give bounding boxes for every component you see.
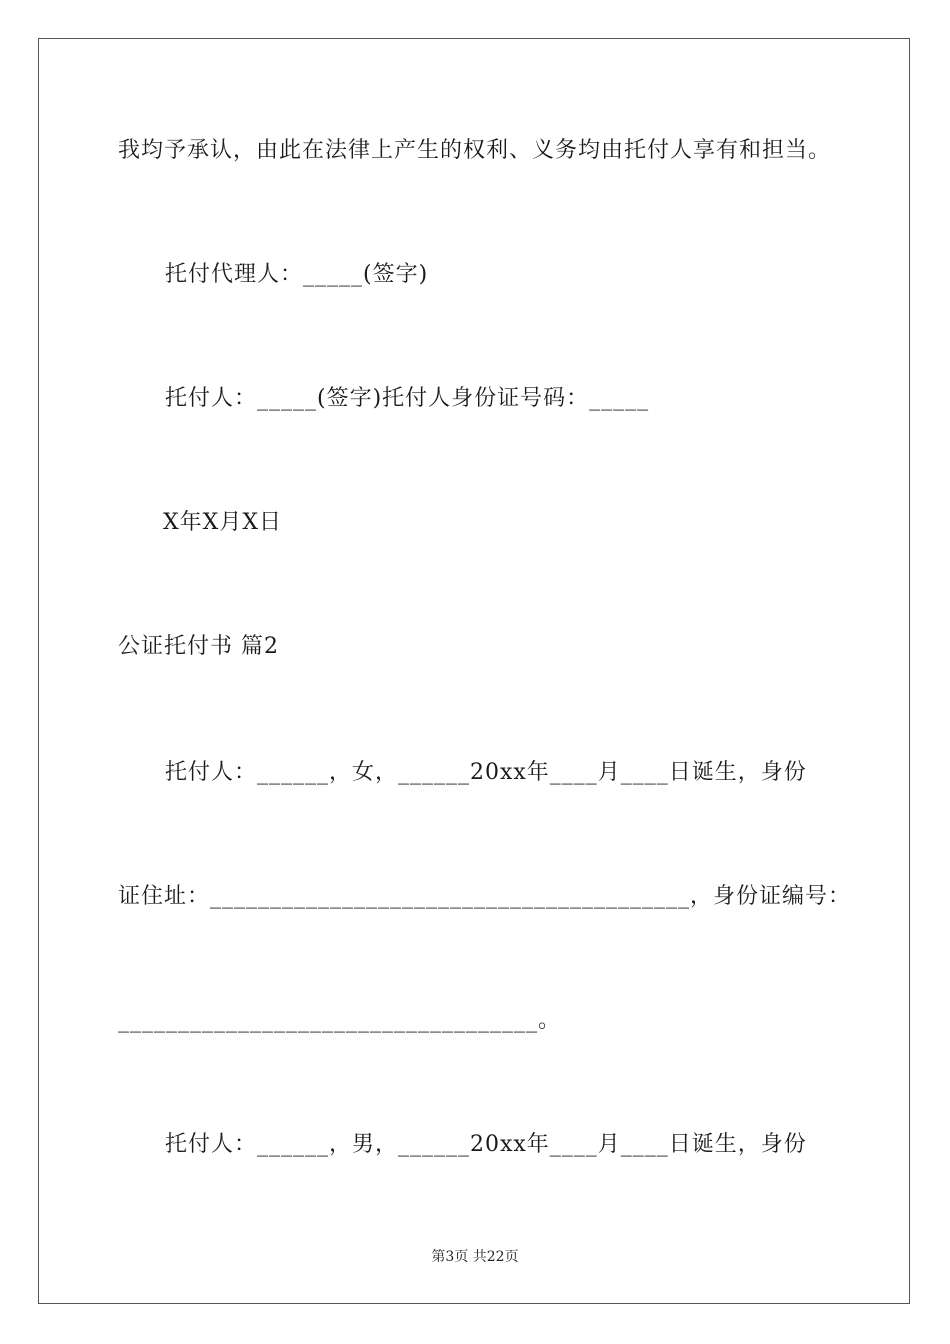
address-id-line: 证住址：________________________________________，身份证编号： [118,884,852,909]
page-footer: 第3页 共22页 [431,1249,519,1265]
page-border [38,38,910,1304]
id-number-line: ___________________________________。 [118,1008,562,1033]
date-line: X年X月X日 [163,510,282,535]
principal-male-line: 托付人：______，男，______20xx年____月____日诞生，身份 [165,1132,807,1157]
section-heading: 公证托付书 篇2 [118,634,279,659]
principal-signature-line: 托付人：_____(签字)托付人身份证号码：_____ [165,386,650,411]
principal-female-line: 托付人：______，女，______20xx年____月____日诞生，身份 [165,760,807,785]
paragraph-acknowledgement: 我均予承认，由此在法律上产生的权利、义务均由托付人享有和担当。 [118,138,832,163]
agent-signature-line: 托付代理人：_____(签字) [165,262,429,287]
